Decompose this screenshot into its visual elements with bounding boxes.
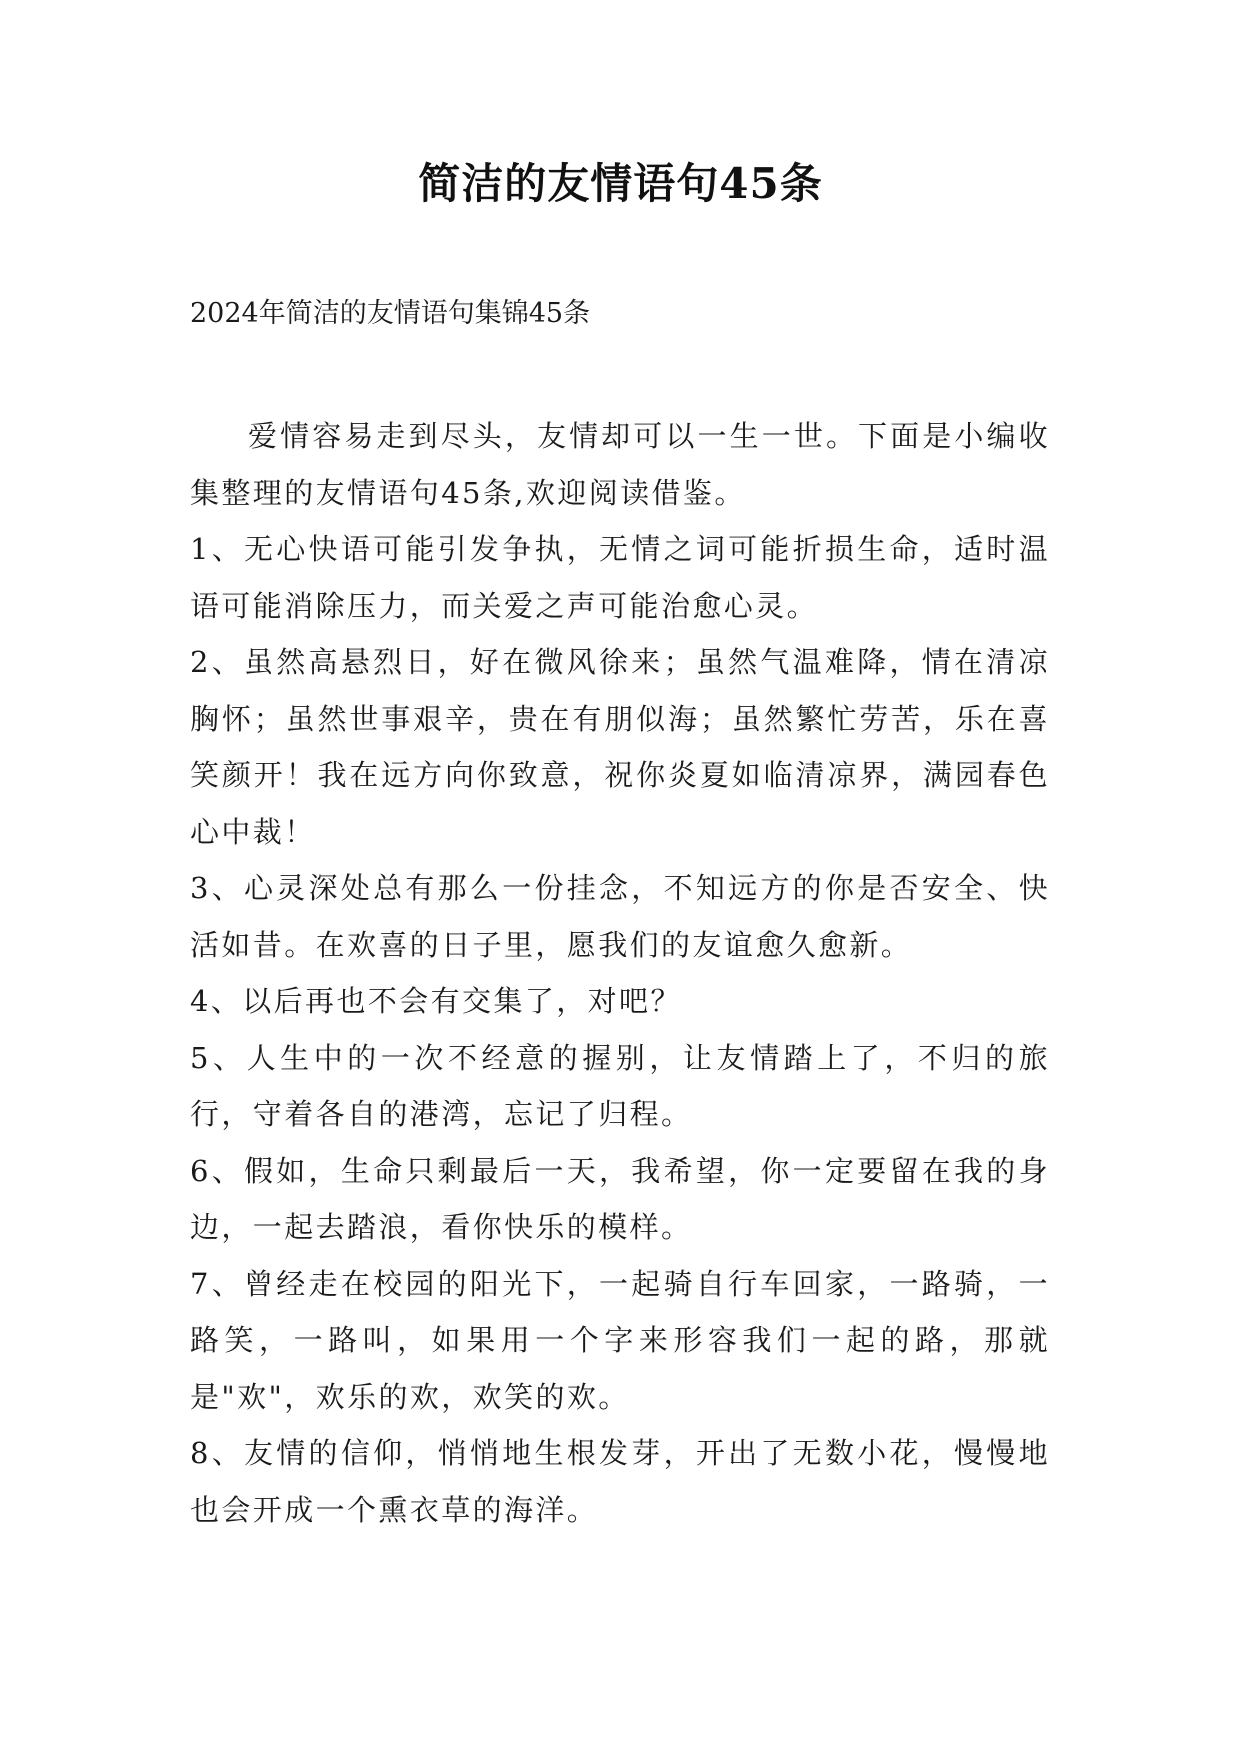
- document-title: 简洁的友情语句45条: [418, 159, 823, 208]
- list-item: 7、曾经走在校园的阳光下，一起骑自行车回家，一路骑，一路笑，一路叫，如果用一个字来形容我们一起的路，那就是"欢"，欢乐的欢，欢笑的欢。: [190, 1266, 1050, 1414]
- list-item: 8、友情的信仰，悄悄地生根发芽，开出了无数小花，慢慢地也会开成一个熏衣草的海洋。: [190, 1436, 1050, 1527]
- list-item: 2、虽然高悬烈日，好在微风徐来；虽然气温难降，情在清凉胸怀；虽然世事艰辛，贵在有朋似海；虽然繁忙劳苦，乐在喜笑颜开！我在远方向你致意，祝你炎夏如临清凉界，满园春色心中裁！: [190, 645, 1050, 849]
- list-item: 4、以后再也不会有交集了，对吧？: [190, 984, 682, 1018]
- document-body: [190, 408, 1050, 1538]
- document-subtitle: 2024年简洁的友情语句集锦45条: [190, 298, 591, 329]
- list-item: 5、人生中的一次不经意的握别，让友情踏上了，不归的旅行，守着各自的港湾，忘记了归程。: [190, 1040, 1050, 1131]
- list-item: 3、心灵深处总有那么一份挂念，不知远方的你是否安全、快活如昔。在欢喜的日子里，愿我们的友谊愈久愈新。: [190, 871, 1050, 962]
- list-item: 6、假如，生命只剩最后一天，我希望，你一定要留在我的身边，一起去踏浪，看你快乐的模样。: [190, 1153, 1050, 1244]
- intro-paragraph: 爱情容易走到尽头，友情却可以一生一世。下面是小编收集整理的友情语句45条,欢迎阅读借鉴。: [190, 419, 1050, 510]
- list-item: 1、无心快语可能引发争执，无情之词可能折损生命，适时温语可能消除压力，而关爱之声可能治愈心灵。: [190, 532, 1050, 623]
